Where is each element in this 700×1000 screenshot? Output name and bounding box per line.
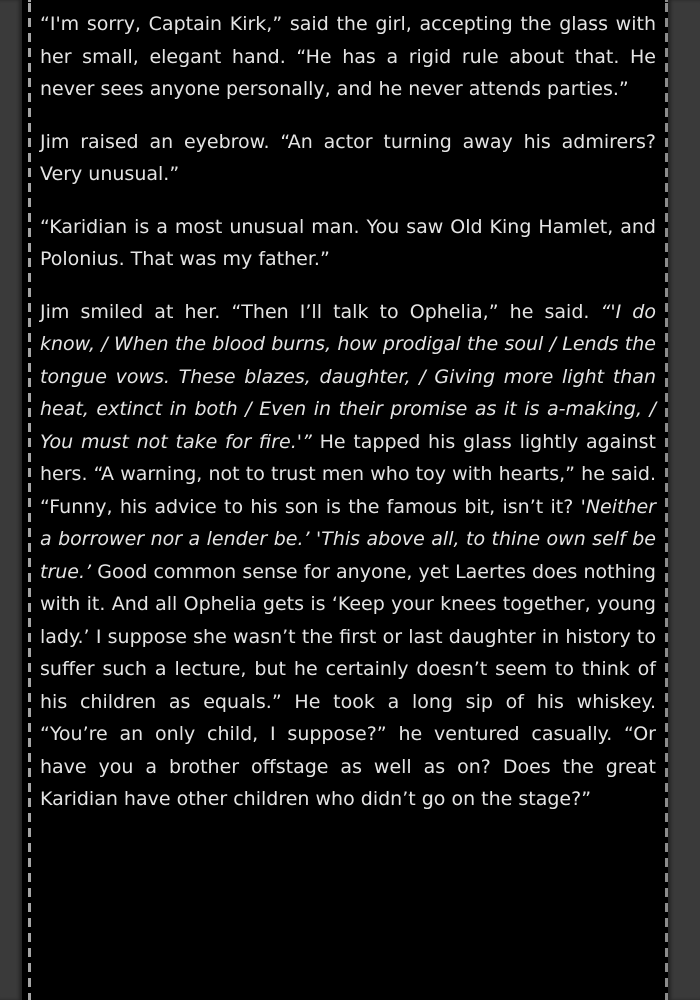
body-text: Jim smiled at her. “Then I’ll talk to Ophelia,” he said. [40, 300, 601, 323]
canvas-margin-right [668, 0, 700, 1000]
body-text: Good common sense for anyone, yet Laertes does nothing with it. And all Ophelia gets is ‘Keep your knees together, young lady.’ I suppose she wasn’t the first or last daughter in history to suffer such a lecture, but he certainly doesn’t seem to think of his children as equals.” He took a long sip of his whiskey. “You’re an only child, I suppose?” he ventured casually. “Or have you a brother offstage as well as on? Does the great Karidian have other children who didn’t go on the stage?” [40, 560, 656, 810]
paragraph [40, 126, 656, 191]
body-text: “I'm sorry, Captain Kirk,” said the girl, accepting the glass with her small, elegant hand. “He has a rigid rule about that. He never sees anyone personally, and he never attends parties.” [40, 13, 656, 100]
body-text: “Karidian is a most unusual man. You saw Old King Hamlet, and Polonius. That was my father.” [40, 215, 656, 270]
body-text: He tapped his glass lightly against hers. “A warning, not to trust men who toy with hearts,” he said. “Funny, his advice to his son is the famous bit, isn’t it? [40, 430, 656, 518]
quote-italic-text: 'Neither a borrower nor a lender be.’ 'This above all, to thine own self be true.’ [40, 495, 656, 583]
text-page[interactable] [40, 8, 656, 836]
canvas-margin-left [0, 0, 22, 1000]
paragraph [40, 8, 656, 106]
body-text: Jim raised an eyebrow. “An actor turning away his admirers? Very unusual.” [40, 130, 656, 185]
paragraph [40, 296, 656, 816]
paragraph [40, 211, 656, 276]
page-boundary-dashes-left [28, 0, 31, 1000]
quote-italic-text: “'I do know, / When the blood burns, how prodigal the soul / Lends the tongue vows. These blazes, daughter, / Giving more light than heat, extinct in both / Even in their promise as it is a-making, / You must not take for fire.'” [40, 300, 656, 453]
page-boundary-dashes-right [665, 0, 668, 1000]
